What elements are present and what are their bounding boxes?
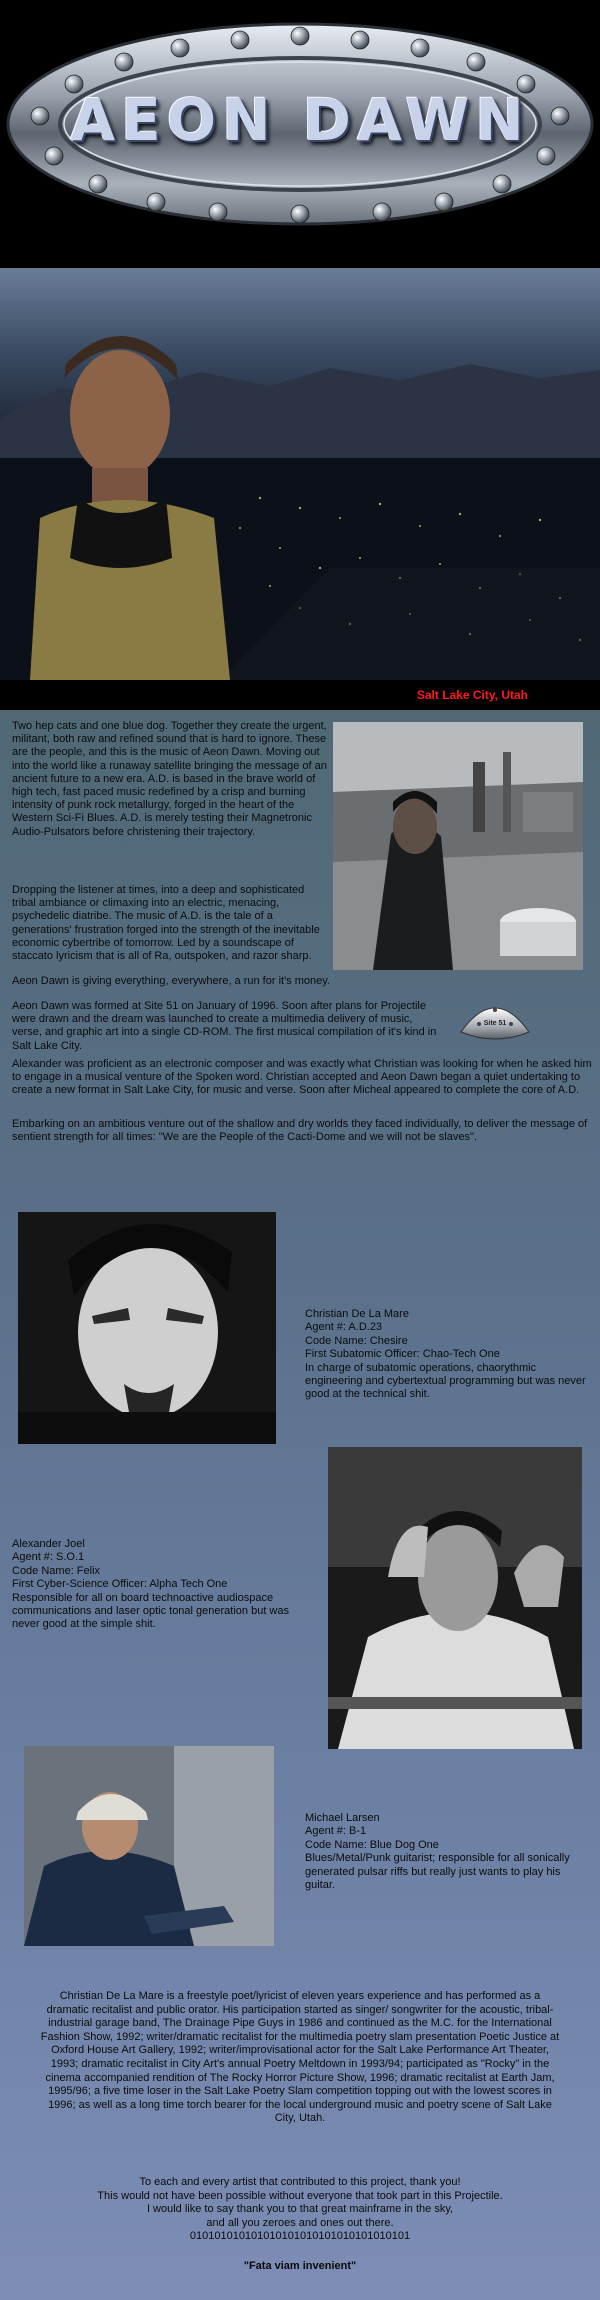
member-desc: Blues/Metal/Punk guitarist; responsible for all sonically generated pulsar riffs but really just wants to play his guitar. bbox=[305, 1852, 570, 1892]
member-alexander bbox=[12, 1538, 312, 1632]
member-name: Michael Larsen bbox=[305, 1812, 380, 1824]
photo-alexander bbox=[328, 1447, 582, 1749]
christian-biography: Christian De La Mare is a freestyle poet/lyricist of eleven years experience and has performed as a dramatic recitalist and public orator. His participation started as singer/ songwriter for the acoustic, tribal-industrial garage band, The Drainage Pipe Guys in 1986 and continued as the M.C. for the International Fashion Show, 1992; writer/dramatic recitalist for the multimedia poetry slam presentation Poetic Justice at Oxford House Art Gallery, 1992; writer/improvisational actor for the Salt Lake Performance Art Theater, 1993; dramatic recitalist in City Art's annual Poetry Meltdown in 1993/94; participated as "Rocky" in the cinema accompanied rendition of The Rocky Horror Picture Show, 1996; dramatic recitalist at Earth Jam, 1995/96; a five time loser in the Salt Lake Poetry Slam competition topping out with the lowest scores in 1996; as well as a long time torch bearer for the local underground music and poetry scene of Salt Lake City, Utah. bbox=[40, 1990, 560, 2125]
thanks-line-3: I would like to say thank you to that great mainframe in the sky, bbox=[146, 2203, 454, 2216]
member-role: First Cyber-Science Officer: Alpha Tech One bbox=[12, 1578, 228, 1591]
site-51-badge-label: Site 51 bbox=[483, 1020, 507, 1027]
member-agent: Agent #: S.O.1 bbox=[12, 1551, 85, 1564]
member-code: Code Name: Felix bbox=[12, 1564, 101, 1577]
city-night-scene bbox=[0, 268, 600, 680]
header-logo-banner bbox=[0, 0, 600, 268]
logo-title: AEON DAWN bbox=[70, 86, 530, 154]
caption-strip bbox=[0, 680, 600, 710]
site-51-badge bbox=[455, 990, 535, 1044]
member-christian bbox=[305, 1308, 590, 1402]
intro-paragraph-1: Two hep cats and one blue dog. Together they create the urgent, militant, both raw and refined sound that is hard to ignore. These are the people, and this is the music of Aeon Dawn. Moving out into the world like a runaway satellite bringing the message of an ancient future to a new era. A.D. is based in the brave world of high tech, fast paced music redefined by a crisp and burning intensity of punk rock metallurgy, forged in the heart of the Western Sci-Fi Blues. A.D. is merely testing their Magnetronic Audio-Pulsators before christening their trajectory. bbox=[12, 720, 327, 838]
intro-paragraph-4: Alexander was proficient as an electronic composer and was exactly what Christian was looking for when he asked him to engage in a musical venture of the Spoken word. Christian accepted and Aeon Dawn began a quiet undertaking to create a new format in Salt Lake City, for music and verse. Soon after Micheal appeared to complete the core of A.D. bbox=[12, 1058, 592, 1097]
member-code: Code Name: Blue Dog One bbox=[305, 1838, 439, 1851]
member-role: First Subatomic Officer: Chao-Tech One bbox=[305, 1348, 500, 1361]
thanks-binary: 010101010101010101010101010101010101 bbox=[189, 2230, 411, 2243]
member-name: Alexander Joel bbox=[12, 1538, 85, 1550]
member-agent: Agent #: A.D.23 bbox=[305, 1321, 383, 1334]
banner-photo bbox=[0, 268, 600, 680]
member-michael bbox=[305, 1812, 585, 1892]
intro-paragraph-5: Embarking on an ambitious venture out of the shallow and dry worlds they faced individually, to deliver the message of sentient strength for all times: "We are the People of the Cacti-Dome and we will not be slaves". bbox=[12, 1118, 588, 1144]
thanks-line-2: This would not have been possible without everyone that took part in this Projectile. bbox=[97, 2189, 503, 2202]
member-name: Christian De La Mare bbox=[305, 1308, 409, 1320]
site-51-badge-icon bbox=[455, 990, 535, 1044]
thanks-block bbox=[40, 2176, 560, 2244]
photo-christian bbox=[18, 1212, 276, 1444]
photo-michael bbox=[24, 1746, 274, 1946]
member-desc: In charge of subatomic operations, chaorythmic engineering and cybertextual programming but was never good at the technical shit. bbox=[305, 1361, 586, 1401]
member-desc: Responsible for all on board technoactive audiospace communications and laser optic tonal generation but was never good at the simple shit. bbox=[12, 1591, 289, 1631]
latin-motto: "Fata viam invenient" bbox=[243, 2260, 357, 2272]
intro-paragraph-2: Dropping the listener at times, into a deep and sophisticated tribal ambiance or climaxing into an electric, menacing, psychedelic diatribe. The music of A.D. is the tale of a generations' frustration forged into the strength of the inevitable economic cybertribe of tomorrow. Led by a soundscape of staccato lyricism that is all of Ra, outspoken, and razor sharp. bbox=[12, 884, 320, 963]
intro-paragraph-3: Aeon Dawn was formed at Site 51 on January of 1996. Soon after plans for Projectile were drawn and the dream was launched to create a multimedia delivery of music, verse, and graphic art into a single CD-ROM. The first musical compilation of it's kind in Salt Lake City. bbox=[12, 1000, 437, 1052]
member-agent: Agent #: B-1 bbox=[305, 1825, 367, 1838]
location-caption: Salt Lake City, Utah bbox=[416, 688, 528, 702]
thanks-line-1: To each and every artist that contributed to this project, thank you! bbox=[139, 2176, 461, 2188]
member-code: Code Name: Chesire bbox=[305, 1334, 408, 1347]
thanks-line-4: and all you zeroes and ones out there. bbox=[206, 2216, 394, 2229]
intro-paragraph-2b: Aeon Dawn is giving everything, everywhere, a run for it's money. bbox=[12, 975, 330, 987]
photo-industrial-site bbox=[333, 722, 583, 970]
